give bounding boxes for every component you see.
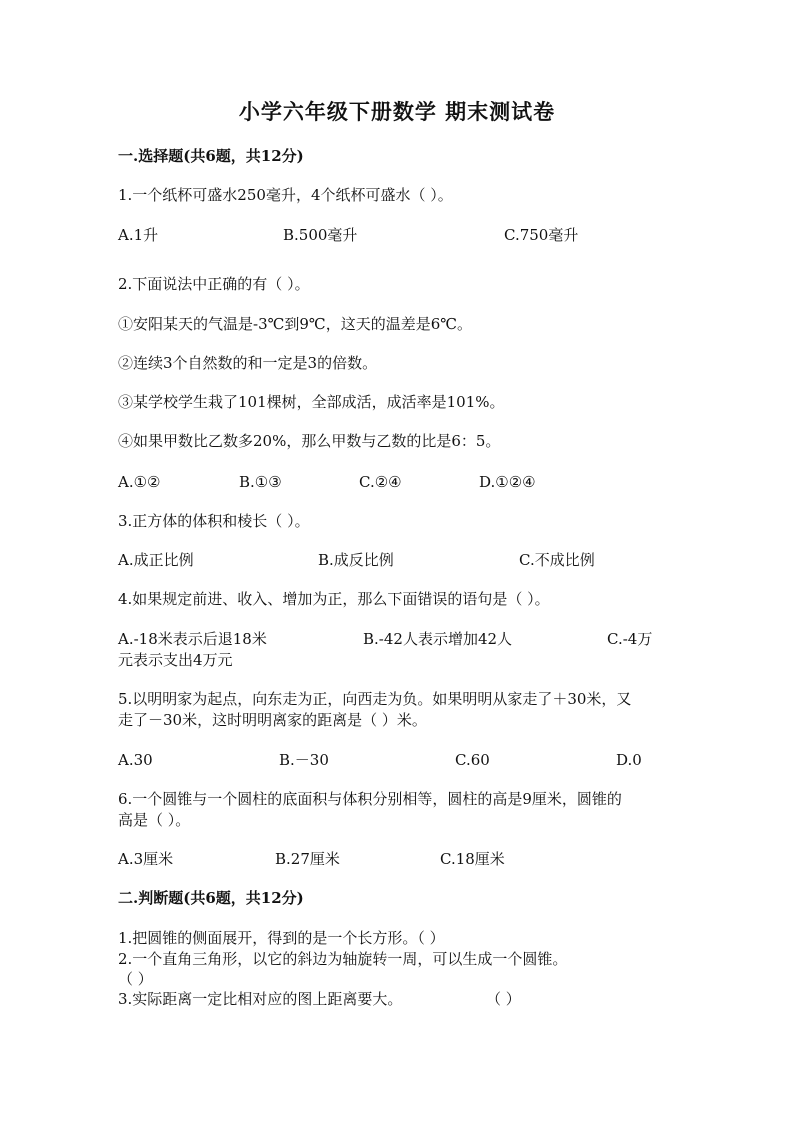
q6-option-b: B.27厘米 [275,850,340,868]
tf-question-2-line-1: 2.一个直角三角形，以它的斜边为轴旋转一周，可以生成一个圆锥。 [118,950,568,968]
q4-option-c-continuation: 元表示支出4万元 [118,651,233,669]
q2-option-b: B.①③ [239,473,282,491]
q4-option-c: C.-4万 [607,630,653,648]
tf-question-3: 3.实际距离一定比相对应的图上距离要大。 [118,990,403,1008]
q2-statement-4: ④如果甲数比乙数多20%，那么甲数与乙数的比是6：5。 [118,432,501,450]
section-heading-true-false: 二.判断题(共6题，共12分) [118,889,304,907]
q6-option-a: A.3厘米 [118,850,174,868]
q2-option-c: C.②④ [359,473,402,491]
question-5-line-1: 5.以明明家为起点，向东走为正，向西走为负。如果明明从家走了＋30米，又 [118,690,632,708]
q1-option-b: B.500毫升 [283,226,358,244]
q2-option-d: D.①②④ [479,473,536,491]
q1-option-c: C.750毫升 [504,226,579,244]
tf-question-1: 1.把圆锥的侧面展开，得到的是一个长方形。（ ） [118,929,445,947]
question-5-line-2: 走了－30米，这时明明离家的距离是（ ）米。 [118,711,427,729]
question-6-line-2: 高是（ ）。 [118,811,191,829]
page-title: 小学六年级下册数学 期末测试卷 [238,99,556,124]
tf-question-2-line-2: （ ） [118,970,153,988]
q2-statement-2: ②连续3个自然数的和一定是3的倍数。 [118,354,378,372]
q1-option-a: A.1升 [118,226,159,244]
question-6-line-1: 6.一个圆锥与一个圆柱的底面积与体积分别相等，圆柱的高是9厘米，圆锥的 [118,790,622,808]
question-3: 3.正方体的体积和棱长（ ）。 [118,512,310,530]
q5-option-c: C.60 [455,751,490,769]
q4-option-a: A.-18米表示后退18米 [118,630,267,648]
question-2: 2.下面说法中正确的有（ ）。 [118,275,310,293]
tf-question-3-answer-blank: （ ） [486,990,521,1008]
question-1: 1.一个纸杯可盛水250毫升，4个纸杯可盛水（ ）。 [118,186,453,204]
q6-option-c: C.18厘米 [440,850,505,868]
q3-option-a: A.成正比例 [118,551,194,569]
q4-option-b: B.-42人表示增加42人 [363,630,513,648]
q2-statement-3: ③某学校学生栽了101棵树，全部成活，成活率是101%。 [118,393,505,411]
q5-option-a: A.30 [118,751,153,769]
q3-option-b: B.成反比例 [318,551,394,569]
q5-option-d: D.0 [616,751,642,769]
section-heading-choice: 一.选择题(共6题，共12分) [118,147,304,165]
q2-option-a: A.①② [118,473,161,491]
q2-statement-1: ①安阳某天的气温是-3℃到9℃，这天的温差是6℃。 [118,315,473,333]
question-4: 4.如果规定前进、收入、增加为正，那么下面错误的语句是（ ）。 [118,590,550,608]
q5-option-b: B.－30 [279,751,329,769]
q3-option-c: C.不成比例 [519,551,595,569]
